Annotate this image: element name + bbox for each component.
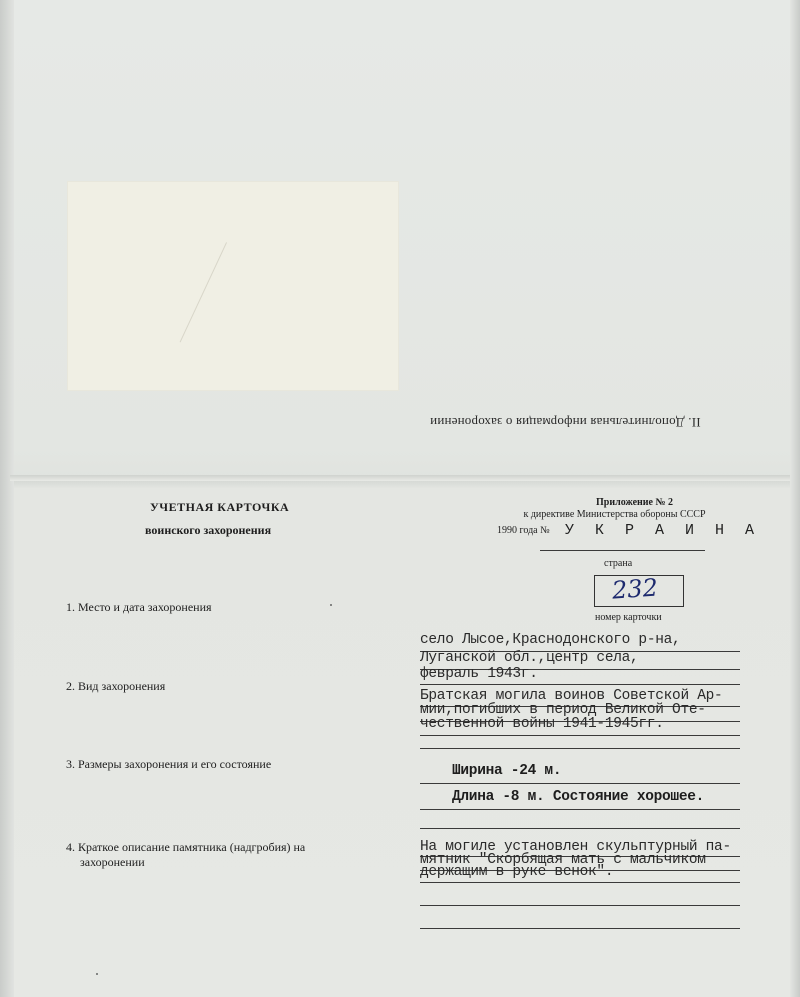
item-value-line: Братская могила воинов Советской Ар- bbox=[420, 688, 723, 704]
item-rule bbox=[420, 748, 740, 749]
item-value-line: На могиле установлен скульптурный па- bbox=[420, 839, 731, 855]
item-value-line: Луганской обл.,центр села, bbox=[420, 650, 639, 666]
sheet-left-edge bbox=[0, 0, 14, 997]
paper-speck bbox=[330, 604, 332, 606]
fold-line bbox=[10, 475, 790, 481]
item-value-line: чественной войны 1941-1945гг. bbox=[420, 716, 664, 732]
item-rule bbox=[420, 882, 740, 883]
item-label-burial-size: 3. Размеры захоронения и его состояние bbox=[66, 757, 272, 771]
item-rule bbox=[420, 828, 740, 829]
item-rule bbox=[420, 735, 740, 736]
country-caption: страна bbox=[604, 558, 633, 569]
item-label-monument-description: 4. Краткое описание памятника (надгробия) на bbox=[66, 840, 306, 854]
item-label-burial-type: 2. Вид захоронения bbox=[66, 679, 166, 693]
item-value-line: Длина -8 м. Состояние хорошее. bbox=[452, 789, 705, 805]
card-number-value: 232 bbox=[611, 573, 659, 605]
item-label-monument-description-cont: захоронении bbox=[80, 855, 145, 869]
item-value-line: мятник "Скорбящая мать с мальчиком bbox=[420, 852, 706, 868]
appendix-header bbox=[497, 497, 732, 521]
card-subtitle: воинского захоронения bbox=[145, 523, 272, 537]
item-rule bbox=[420, 809, 740, 810]
appendix-line-1: Приложение № 2 bbox=[595, 497, 674, 508]
appendix-line-2: к директиве Министерства обороны СССР bbox=[523, 509, 706, 520]
paper-speck bbox=[96, 973, 98, 975]
item-value-line: держащим в руке венок". bbox=[420, 864, 614, 880]
card-title: УЧЕТНАЯ КАРТОЧКА bbox=[150, 500, 290, 514]
appendix-line-3: 1990 года № bbox=[497, 525, 550, 536]
sheet-right-edge bbox=[790, 0, 800, 997]
country-value: У К Р А И Н А bbox=[565, 522, 761, 539]
item-value-line: февраль 1943г. bbox=[420, 666, 538, 682]
item-rule bbox=[420, 783, 740, 784]
item-value-line: село Лысое,Краснодонского р-на, bbox=[420, 632, 681, 648]
item-value-line: Ширина -24 м. bbox=[452, 763, 562, 779]
item-value-line: мии,погибших в период Великой Оте- bbox=[420, 702, 706, 718]
item-rule bbox=[420, 928, 740, 929]
item-label-burial-place: 1. Место и дата захоронения bbox=[66, 600, 212, 614]
back-side-heading: II. Дополнительная информация о захоронении bbox=[430, 415, 701, 430]
country-rule bbox=[540, 550, 705, 551]
card-number-caption: номер карточки bbox=[595, 612, 662, 623]
item-rule bbox=[420, 684, 740, 685]
item-rule bbox=[420, 905, 740, 906]
